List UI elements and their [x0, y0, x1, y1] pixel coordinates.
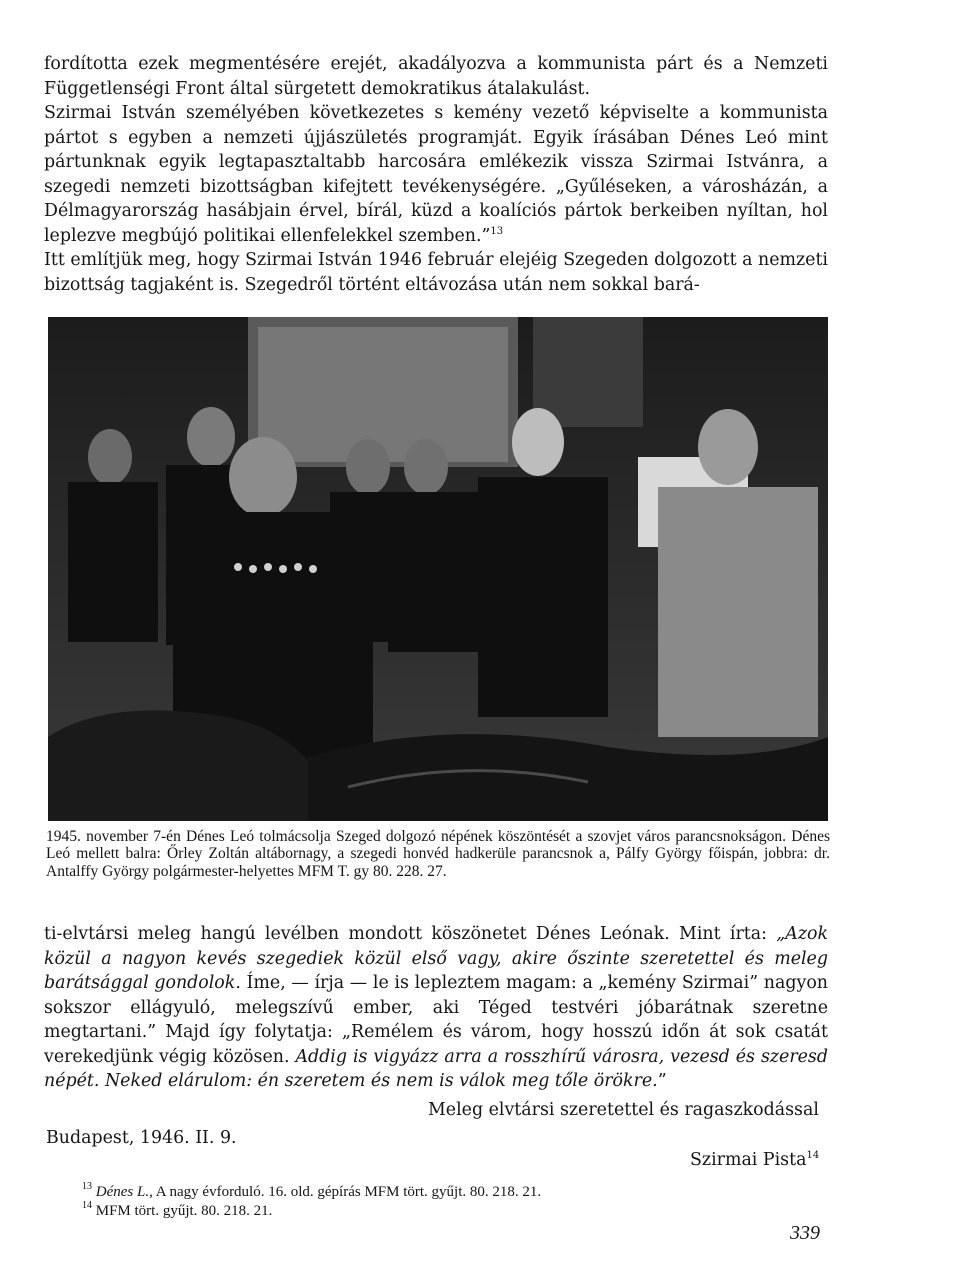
- letter-quote-1: „Azok közül a nagyon kevés szegediek közül első vagy, akire őszinte szeretettel és meleg barátsággal gondolok.: [44, 924, 828, 993]
- signature-text: Szirmai Pista: [690, 1150, 807, 1170]
- letter-intro: ti-elvtársi meleg hangú levélben mondott köszönetet Dénes Leónak. Mint írta:: [44, 924, 767, 944]
- letter-signature: [690, 1150, 819, 1170]
- paragraph-text: [44, 248, 828, 297]
- historical-photograph: [48, 317, 828, 821]
- photo-caption: [46, 828, 830, 880]
- photo-image: [48, 317, 828, 821]
- footnote-14: [82, 1199, 541, 1221]
- letter-closing: Meleg elvtársi szeretettel és ragaszkodással: [428, 1100, 819, 1120]
- footnote-13: [82, 1183, 541, 1202]
- footnote-number: 14: [82, 1199, 92, 1211]
- letter-dateline: Budapest, 1946. II. 9.: [46, 1128, 237, 1148]
- footnote-author: Dénes L.,: [95, 1184, 153, 1200]
- letter-end: ”: [657, 1071, 667, 1091]
- footnote-number: 13: [82, 1181, 92, 1192]
- paragraph-text: [44, 922, 828, 1094]
- text-segment: Itt említjük meg, hogy Szirmai István 1946 február elejéig Szegeden dolgozott a nemzeti bizottság tagjaként is. Szegedről történt eltávozása után nem sokkal bará-: [44, 250, 828, 295]
- text-segment: Szirmai István személyében következetes s kemény vezető képviselte a kommunista pártot s egyben a nemzeti újjászületés programját. Egyik írásában Dénes Leó mint pártunknak egyik legtapasztaltabb harcosára emlékezik vissza Szirmai Istvánra, a szegedi nemzeti bizottságban kifejtett tevékenységére. „Gyűléseken, a városházán, a Délmagyarország hasábjain érvel, bírál, küzd a koalíciós pártok berkeiben nyíltan, hol leplezve megbújó politikai ellenfelekkel szemben.”: [44, 103, 828, 246]
- body-paragraph-1: [44, 52, 828, 297]
- page-number: 339: [790, 1222, 820, 1244]
- footnotes: [82, 1183, 541, 1220]
- footnote-text: A nagy évforduló. 16. old. gépírás MFM tört. gyűjt. 80. 218. 21.: [152, 1184, 542, 1200]
- footnote-ref[interactable]: 13: [490, 225, 504, 237]
- paragraph-text: [44, 52, 828, 101]
- footnote-ref[interactable]: 14: [806, 1150, 820, 1161]
- letter-middle: Íme, — írja — le is lepleztem magam: a „kemény Szirmai” nagyon sokszor ellágyuló, melegszívű ember, aki Téged testvéri jóbarátnak szeretne megtartani.” Majd így folytatja: „Remélem és várom, hogy hosszú időn át sok csatát verekedjünk végig közösen.: [44, 973, 828, 1067]
- letter-paragraph: [44, 922, 828, 1094]
- text-segment: fordította ezek megmentésére erejét, akadályozva a kommunista párt és a Nemzeti Függetlenségi Front által sürgetett demokratikus átalakulást.: [44, 54, 828, 99]
- paragraph-text: [44, 101, 828, 248]
- footnote-text: MFM tört. gyűjt. 80. 218. 21.: [95, 1202, 273, 1219]
- letter-quote-2: Addig is vigyázz arra a rosszhírű városra, vezesd és szeresd népét. Neked elárulom: én szeretem és nem is válok meg tőle örökre.: [44, 1046, 828, 1091]
- caption-text: 1945. november 7-én Dénes Leó tolmácsolja Szeged dolgozó népének köszöntését a szovjet város parancsnokságon. Dénes Leó mellett balra: Őrley Zoltán altábornagy, a szegedi honvéd hadkerüle parancsnok a, Pálfy György főispán, jobbra: dr. Antalffy György polgármester-helyettes MFM T. gy 80. 228. 27.: [46, 828, 830, 880]
